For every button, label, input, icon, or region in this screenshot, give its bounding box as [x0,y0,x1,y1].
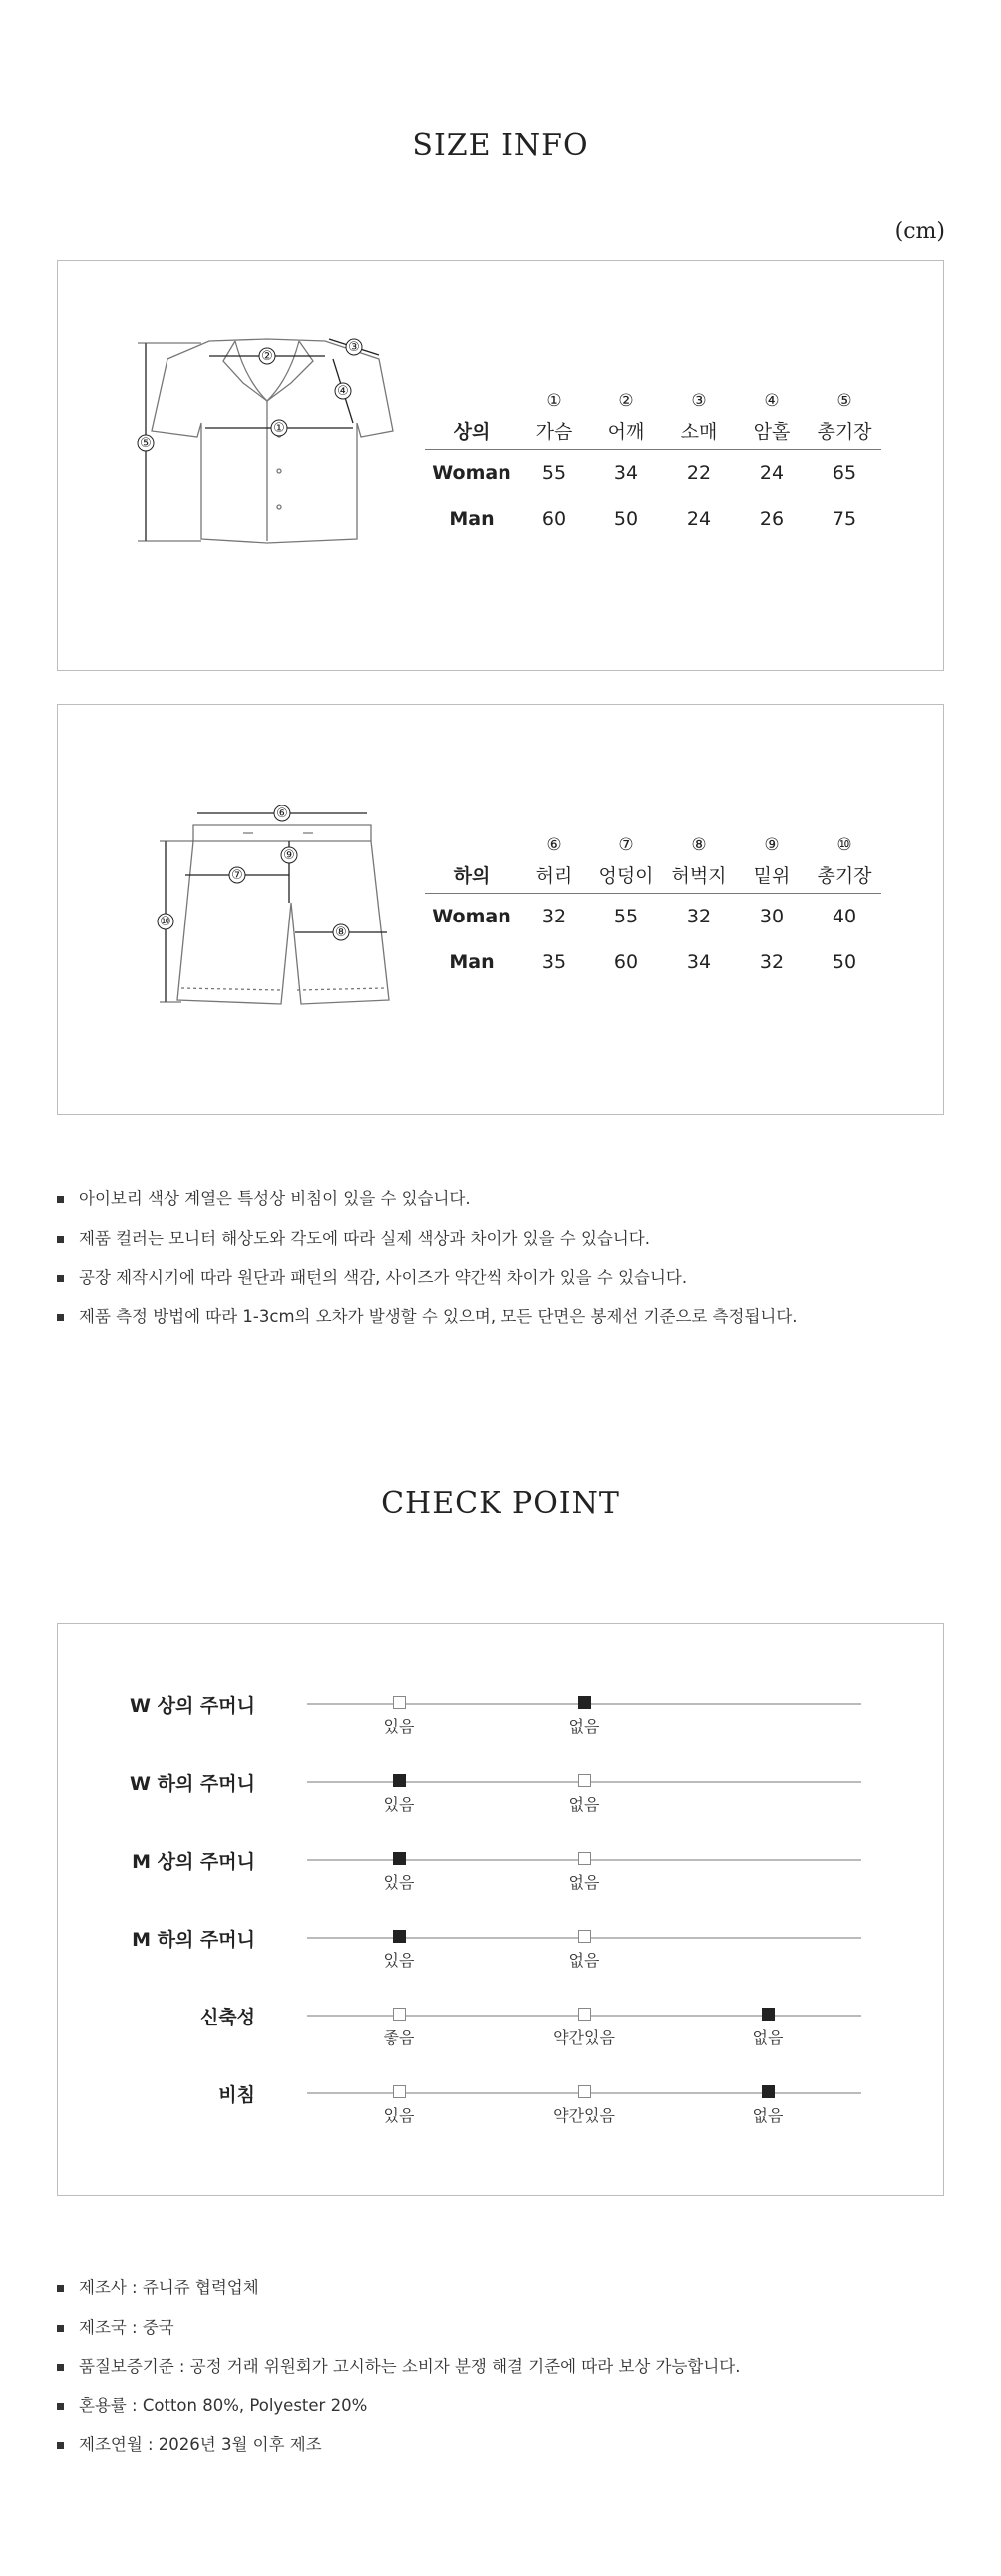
diagram-mark-8: ⑧ [335,925,347,940]
table-cell: 35 [541,951,567,973]
check-point-option-label: 없음 [752,2106,784,2125]
check-point-option [344,2003,454,2048]
size-notes-list [57,1187,798,1344]
check-point-row [58,1847,945,1925]
unchecked-box-icon [578,1852,591,1865]
table-cell: 32 [541,906,567,927]
col-number: ② [618,391,634,411]
diagram-mark-1: ① [273,421,285,436]
table-row [425,496,881,542]
table-cell: 32 [759,951,785,973]
check-point-option-label: 있음 [383,1795,415,1814]
list-item: 제조국 : 중국 [57,2316,741,2356]
table-cell: 24 [759,462,785,484]
unchecked-box-icon [393,2008,406,2021]
column-header: 총기장 [808,411,881,450]
row-label: Man [449,508,495,530]
diagram-mark-2: ② [261,349,273,364]
row-label: Woman [432,906,511,927]
table-cell: 50 [832,951,857,973]
table-cell: 50 [613,508,639,530]
top-size-box [57,260,944,671]
unchecked-box-icon [578,2008,591,2021]
check-point-label: W 하의 주머니 [130,1773,255,1795]
table-cell: 60 [613,951,639,973]
table-row [425,939,881,985]
check-point-option-label: 없음 [568,1873,600,1892]
list-item: 제품 컬러는 모니터 해상도와 각도에 따라 실제 색상과 차이가 있을 수 있습니다. [57,1227,798,1267]
check-point-label: 비침 [218,2084,255,2106]
checked-box-icon [762,2008,775,2021]
col-number: ⑨ [764,835,780,855]
check-point-option [344,1847,454,1893]
table-cell: 55 [613,906,639,927]
unchecked-box-icon [393,1696,406,1709]
check-point-option-label: 있음 [383,1873,415,1892]
row-label: Woman [432,462,511,484]
table-cell: 40 [832,906,857,927]
table-cell: 34 [613,462,639,484]
table-category-label: 하의 [425,855,518,894]
list-item: 제조연월 : 2026년 3월 이후 제조 [57,2433,741,2473]
check-point-option [344,1925,454,1971]
check-point-row [58,1925,945,2003]
product-info-list [57,2276,741,2473]
column-header: 총기장 [808,855,881,894]
table-cell: 75 [832,508,857,530]
table-row [425,450,881,497]
diagram-mark-5: ⑤ [140,436,152,451]
check-point-box [57,1623,944,2196]
check-point-option [529,1925,639,1971]
list-item: 품질보증기준 : 공정 거래 위원회가 고시하는 소비자 분쟁 해결 기준에 따라 보상 가능합니다. [57,2355,741,2394]
table-cell: 65 [832,462,857,484]
check-point-option [529,1691,639,1737]
col-number: ⑧ [691,835,707,855]
checked-box-icon [762,2085,775,2098]
shorts-diagram-icon [154,805,453,1024]
col-number: ⑥ [546,835,562,855]
unchecked-box-icon [393,2085,406,2098]
check-point-option [529,1847,639,1893]
check-point-option [344,1769,454,1815]
table-cell: 32 [686,906,712,927]
checked-box-icon [393,1774,406,1787]
diagram-mark-6: ⑥ [276,806,288,821]
check-point-option-label: 있음 [383,1951,415,1970]
check-point-row [58,1769,945,1847]
check-point-option-label: 약간있음 [553,2106,615,2125]
check-point-row [58,1691,945,1769]
column-header: 엉덩이 [590,855,662,894]
check-point-title: CHECK POINT [381,1486,620,1521]
check-point-option [529,2080,639,2126]
col-number: ⑦ [618,835,634,855]
check-point-option-label: 없음 [568,1717,600,1736]
check-point-option [713,2003,823,2048]
unit-label: (cm) [894,219,945,244]
table-cell: 26 [759,508,785,530]
column-header: 허벅지 [662,855,736,894]
table-cell: 22 [686,462,712,484]
table-cell: 30 [759,906,785,927]
table-category-label: 상의 [425,411,518,450]
column-header: 밑위 [736,855,808,894]
column-header: 가슴 [518,411,590,450]
check-point-label: M 하의 주머니 [132,1929,255,1951]
diagram-mark-10: ⑩ [160,915,171,929]
check-point-option-label: 없음 [568,1951,600,1970]
top-size-table [425,385,881,542]
list-item: 제품 측정 방법에 따라 1-3cm의 오차가 발생할 수 있으며, 모든 단면은 봉제선 기준으로 측정됩니다. [57,1305,798,1345]
unchecked-box-icon [578,1930,591,1943]
check-point-label: W 상의 주머니 [130,1695,255,1717]
diagram-mark-7: ⑦ [231,868,243,883]
check-point-option-label: 없음 [752,2028,784,2047]
check-point-label: 신축성 [199,2007,255,2028]
check-point-option-label: 있음 [383,1717,415,1736]
check-point-option-label: 좋음 [383,2028,415,2047]
column-header: 허리 [518,855,590,894]
check-point-row [58,2080,945,2158]
diagram-mark-9: ⑨ [283,848,295,863]
checked-box-icon [578,1696,591,1709]
check-point-row [58,2003,945,2080]
table-cell: 34 [686,951,712,973]
table-row [425,894,881,940]
checked-box-icon [393,1930,406,1943]
col-number: ① [546,391,562,411]
size-info-title: SIZE INFO [412,128,589,163]
col-number: ⑩ [836,835,852,855]
diagram-mark-3: ③ [348,340,360,355]
unchecked-box-icon [578,2085,591,2098]
column-header: 어깨 [590,411,662,450]
check-point-option-label: 약간있음 [553,2028,615,2047]
table-cell: 55 [541,462,567,484]
col-number: ③ [691,391,707,411]
row-label: Man [449,951,495,973]
bottom-size-box [57,704,944,1115]
check-point-option [713,2080,823,2126]
table-cell: 60 [541,508,567,530]
list-item: 공장 제작시기에 따라 원단과 패턴의 색감, 사이즈가 약간씩 차이가 있을 수 있습니다. [57,1266,798,1305]
check-point-option [344,1691,454,1737]
check-point-option [529,2003,639,2048]
diagram-mark-4: ④ [337,384,349,399]
column-header: 암홀 [736,411,808,450]
check-point-label: M 상의 주머니 [132,1851,255,1873]
list-item: 혼용률 : Cotton 80%, Polyester 20% [57,2394,741,2434]
check-point-option [344,2080,454,2126]
column-header: 소매 [662,411,736,450]
check-point-option-label: 없음 [568,1795,600,1814]
check-point-option-label: 있음 [383,2106,415,2125]
col-number: ⑤ [836,391,852,411]
col-number: ④ [764,391,780,411]
checked-box-icon [393,1852,406,1865]
list-item: 제조사 : 쥬니쥬 협력업체 [57,2276,741,2316]
unchecked-box-icon [578,1774,591,1787]
table-cell: 24 [686,508,712,530]
check-point-option [529,1769,639,1815]
bottom-size-table [425,829,881,985]
list-item: 아이보리 색상 계열은 특성상 비침이 있을 수 있습니다. [57,1187,798,1227]
